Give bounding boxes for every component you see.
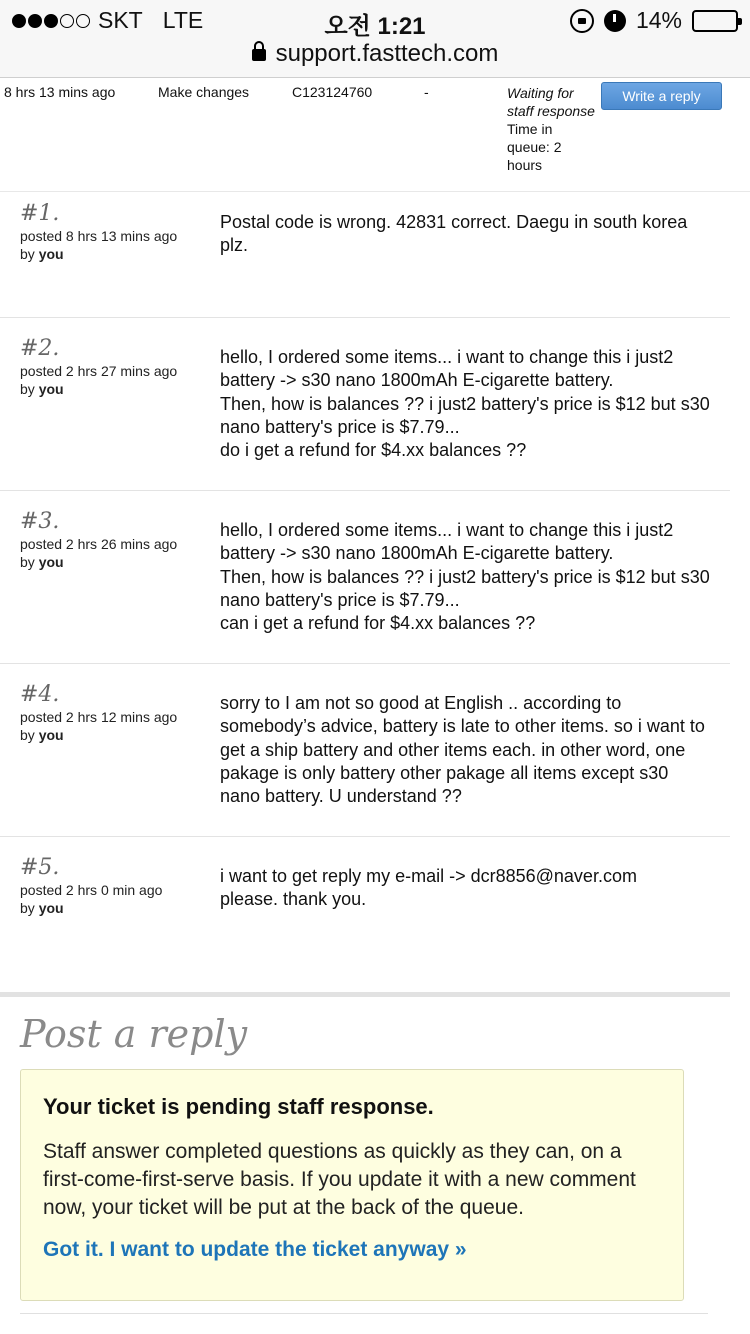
post-item — [0, 847, 730, 982]
alarm-icon — [604, 10, 626, 32]
post-meta — [20, 362, 177, 398]
rotation-lock-icon — [570, 9, 594, 33]
post-body: hello, I ordered some items... i want to change this i just2 battery -> s30 nano 1800mAh E-cigarette battery. Then, how is balances ?? i just2 battery's price is $12 but s30 nano battery's price is $7.79... do i get a refund for $4.xx balances ?? — [220, 347, 710, 461]
post-time: posted 8 hrs 13 mins ago — [20, 228, 178, 244]
post-number: #3. — [20, 509, 60, 534]
url-text[interactable]: support.fasttech.com — [275, 40, 499, 67]
notice-title: Your ticket is pending staff response. — [43, 1094, 434, 1119]
post-author: you — [38, 246, 64, 262]
post-author: you — [38, 727, 64, 743]
post-meta — [20, 227, 177, 263]
post-meta — [20, 881, 162, 917]
post-meta — [20, 535, 177, 571]
post-author: you — [38, 381, 64, 397]
post-author: you — [38, 900, 64, 916]
post-item — [0, 328, 730, 491]
battery-icon — [692, 10, 738, 32]
ticket-assignee: - — [424, 84, 429, 100]
post-by: by — [20, 381, 35, 397]
ticket-id: C123124760 — [292, 84, 373, 100]
post-time: posted 2 hrs 27 mins ago — [20, 363, 178, 379]
post-reply-heading: Post a reply — [20, 1012, 248, 1056]
write-reply-button[interactable]: Write a reply — [601, 82, 722, 110]
post-number: #1. — [20, 201, 60, 226]
ticket-summary-row — [0, 80, 750, 192]
carrier-name: SKT — [98, 7, 143, 33]
post-body: hello, I ordered some items... i want to change this i just2 battery -> s30 nano 1800mAh E-cigarette battery. Then, how is balances ?? i just2 battery's price is $12 but s30 nano battery's price is $7.79... can i get a refund for $4.xx balances ?? — [220, 520, 710, 634]
post-item — [0, 501, 730, 664]
post-item — [0, 193, 730, 318]
post-by: by — [20, 900, 35, 916]
post-by: by — [20, 727, 35, 743]
status-text: Waiting for staff response — [507, 85, 595, 119]
section-divider — [0, 992, 730, 997]
post-time: posted 2 hrs 0 min ago — [20, 882, 163, 898]
queue-time: Time in queue: 2 hours — [507, 121, 562, 173]
clock: 오전 1:21 — [324, 13, 426, 40]
post-number: #2. — [20, 336, 60, 361]
ticket-subject: Make changes — [158, 84, 250, 100]
update-anyway-link[interactable]: Got it. I want to update the ticket anyway » — [43, 1238, 467, 1261]
post-body: i want to get reply my e-mail -> dcr8856@naver.com please. thank you. — [220, 866, 637, 910]
pending-notice-box — [20, 1069, 684, 1301]
post-time: posted 2 hrs 26 mins ago — [20, 536, 178, 552]
status-bar — [0, 0, 750, 40]
network-type: LTE — [162, 7, 204, 33]
post-by: by — [20, 554, 35, 570]
post-author: you — [38, 554, 64, 570]
post-number: #5. — [20, 855, 60, 880]
address-bar[interactable] — [0, 40, 750, 78]
post-body: sorry to I am not so good at English .. according to somebody’s advice, battery is late to other items. so i want to get a ship battery and other items each. in other word, one pakage is only battery other pakage all items except s30 nano battery. U understand ?? — [220, 693, 705, 807]
post-body: Postal code is wrong. 42831 correct. Daegu in south korea plz. — [220, 212, 688, 256]
notice-text: Staff answer completed questions as quickly as they can, on a first-come-first-serve basis. If you update it with a new comment now, your ticket will be put at the back of the queue. — [43, 1140, 636, 1219]
post-time: posted 2 hrs 12 mins ago — [20, 709, 178, 725]
status-right — [570, 7, 738, 34]
post-by: by — [20, 246, 35, 262]
post-number: #4. — [20, 682, 60, 707]
post-meta — [20, 708, 177, 744]
post-item — [0, 674, 730, 837]
ticket-updated: 8 hrs 13 mins ago — [4, 84, 116, 100]
secure-lock-icon — [252, 49, 266, 61]
ticket-status — [507, 84, 597, 174]
battery-percent: 14% — [635, 7, 682, 33]
form-divider — [20, 1313, 708, 1314]
